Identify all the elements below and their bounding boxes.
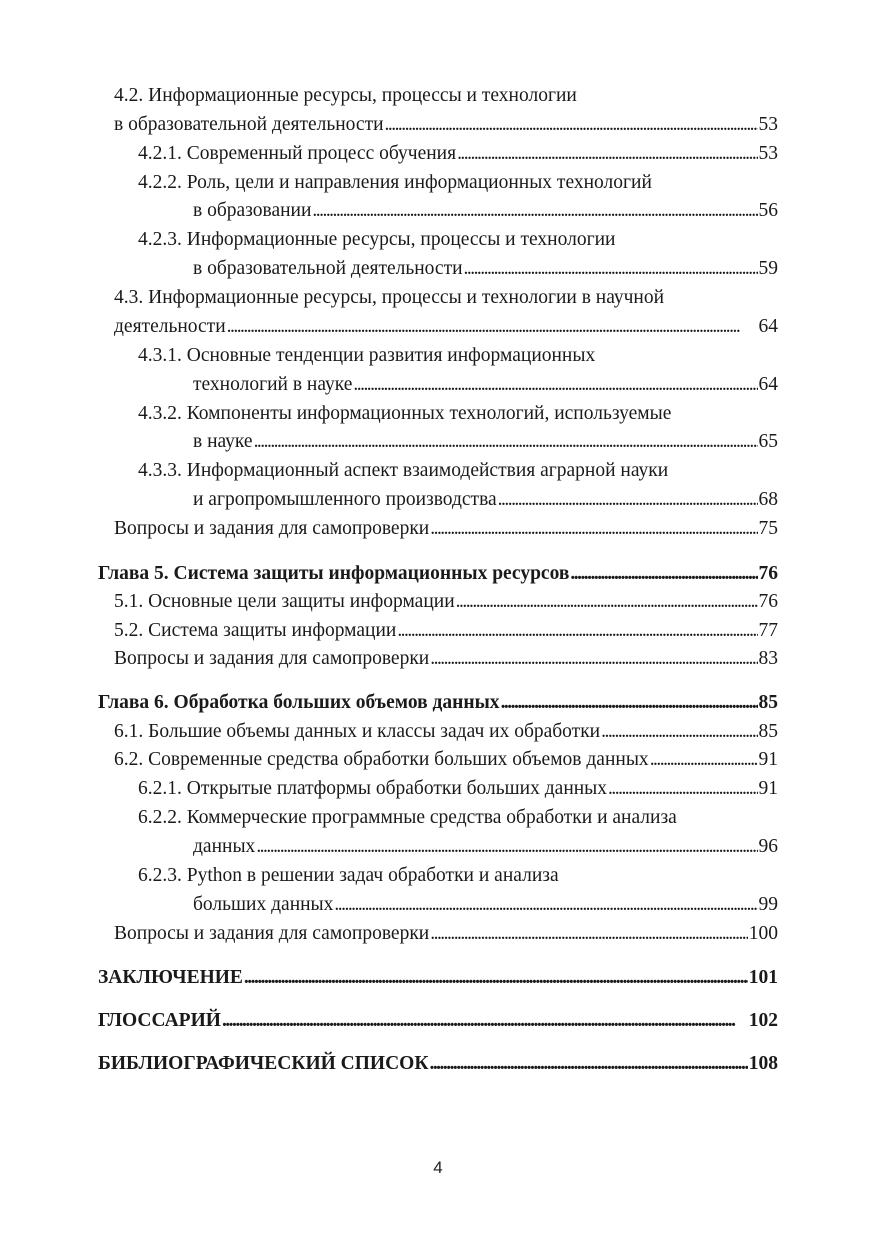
toc-entry-4-3-3-line1: 4.3.3. Информационный аспект взаимодействия аграрной науки	[138, 460, 669, 481]
leader-dots	[254, 429, 758, 455]
toc-entry-6-2-2[interactable]: данных . . . 96	[193, 834, 778, 860]
leader-dots	[456, 589, 758, 615]
toc-entry-4-3-1-line1: 4.3.1. Основные тенденции развития информационных	[138, 345, 596, 366]
leader-dots	[601, 719, 757, 745]
leader-dots	[430, 921, 748, 947]
page-ref: 53	[758, 114, 778, 135]
leader-dots	[222, 1008, 748, 1034]
page-ref: 76	[758, 563, 778, 584]
page-ref: 59	[758, 258, 778, 279]
leader-dots	[397, 618, 757, 644]
leader-dots	[430, 516, 757, 542]
leader-dots	[353, 372, 757, 398]
leader-dots	[498, 487, 758, 513]
page-ref: 53	[758, 143, 778, 164]
toc-entry-bibliography[interactable]: БИБЛИОГРАФИЧЕСКИЙ СПИСОК . . . 108	[98, 1051, 778, 1077]
leader-dots	[429, 1051, 747, 1077]
leader-dots	[244, 965, 748, 991]
page-ref: 91	[758, 749, 778, 770]
toc-entry-4-2-3-line1: 4.2.3. Информационные ресурсы, процессы и технологии	[138, 229, 616, 250]
leader-dots	[430, 646, 757, 672]
toc-entry-conclusion[interactable]: ЗАКЛЮЧЕНИЕ . . . 101	[98, 965, 778, 991]
leader-dots	[570, 561, 757, 587]
leader-dots	[227, 314, 758, 340]
toc-entry-5-2[interactable]: 5.2. Система защиты информации . . . 77	[114, 618, 778, 644]
page-ref: 83	[758, 648, 778, 669]
page-ref: 102	[748, 1010, 778, 1031]
toc-entry-5-1[interactable]: 5.1. Основные цели защиты информации . . . 76	[114, 589, 778, 615]
toc-entry-4-3[interactable]: деятельности . . . 64	[114, 314, 778, 340]
toc-entry-4-3-2-line1: 4.3.2. Компоненты информационных технологий, используемые	[138, 403, 672, 424]
toc-entry-4-2-2[interactable]: в образовании . . . 56	[193, 198, 778, 224]
toc-entry-questions-ch6[interactable]: Вопросы и задания для самопроверки . . . 100	[114, 921, 778, 947]
leader-dots	[457, 141, 757, 167]
toc-entry-glossary[interactable]: ГЛОССАРИЙ . . . 102	[98, 1008, 778, 1034]
page-ref: 96	[758, 836, 778, 857]
toc-entry-4-3-3[interactable]: и агропромышленного производства . . . 68	[193, 487, 778, 513]
page-ref: 85	[758, 692, 778, 713]
page-ref: 64	[758, 374, 778, 395]
toc-entry-6-2-3-line1: 6.2.3. Python в решении задач обработки и анализа	[138, 865, 559, 886]
leader-dots	[256, 834, 757, 860]
toc-entry-4-2-2-line1: 4.2.2. Роль, цели и направления информационных технологий	[138, 172, 652, 193]
page-ref: 108	[748, 1053, 778, 1074]
page-ref: 101	[748, 967, 778, 988]
page-ref: 68	[758, 489, 778, 510]
toc-entry-4-3-line1: 4.3. Информационные ресурсы, процессы и технологии в научной	[114, 287, 665, 308]
leader-dots	[464, 256, 758, 282]
leader-dots	[650, 747, 758, 773]
toc-entry-6-2-2-line1: 6.2.2. Коммерческие программные средства обработки и анализа	[138, 807, 677, 828]
toc-entry-chapter-6[interactable]: Глава 6. Обработка больших объемов данных . . . 85	[98, 690, 778, 716]
page-ref: 99	[758, 894, 778, 915]
leader-dots	[385, 112, 758, 138]
toc-entry-4-2-line1: 4.2. Информационные ресурсы, процессы и технологии	[114, 85, 577, 106]
page-ref: 91	[758, 778, 778, 799]
page-ref: 64	[758, 316, 778, 337]
page-ref: 100	[748, 923, 778, 944]
page-ref: 65	[758, 431, 778, 452]
toc-entry-6-2-1[interactable]: 6.2.1. Открытые платформы обработки больших данных . . . 91	[138, 776, 778, 802]
leader-dots	[501, 690, 758, 716]
toc-entry-questions-ch5[interactable]: Вопросы и задания для самопроверки . . . 83	[114, 646, 778, 672]
page-ref: 75	[758, 518, 778, 539]
toc-entry-chapter-5[interactable]: Глава 5. Система защиты информационных ресурсов . . . 76	[98, 561, 778, 587]
page-ref: 85	[758, 721, 778, 742]
page-number: 4	[433, 1158, 443, 1177]
leader-dots	[608, 776, 757, 802]
toc-entry-questions-ch4[interactable]: Вопросы и задания для самопроверки . . . 75	[114, 516, 778, 542]
toc-entry-4-3-2[interactable]: в науке . . . 65	[193, 429, 778, 455]
leader-dots	[334, 892, 757, 918]
toc-entry-4-2-1[interactable]: 4.2.1. Современный процесс обучения . . . 53	[138, 141, 778, 167]
toc-entry-4-3-1[interactable]: технологий в науке . . . 64	[193, 372, 778, 398]
toc-entry-6-2-3[interactable]: больших данных . . . 99	[193, 892, 778, 918]
toc-entry-6-2[interactable]: 6.2. Современные средства обработки больших объемов данных . . . 91	[114, 747, 778, 773]
page-ref: 77	[758, 620, 778, 641]
toc-entry-4-2[interactable]: в образовательной деятельности . . . 53	[114, 112, 778, 138]
toc-entry-6-1[interactable]: 6.1. Большие объемы данных и классы задач их обработки . . . 85	[114, 719, 778, 745]
toc-entry-4-2-3[interactable]: в образовательной деятельности . . . 59	[193, 256, 778, 282]
page-ref: 56	[758, 200, 778, 221]
page-ref: 76	[758, 591, 778, 612]
leader-dots	[312, 198, 757, 224]
